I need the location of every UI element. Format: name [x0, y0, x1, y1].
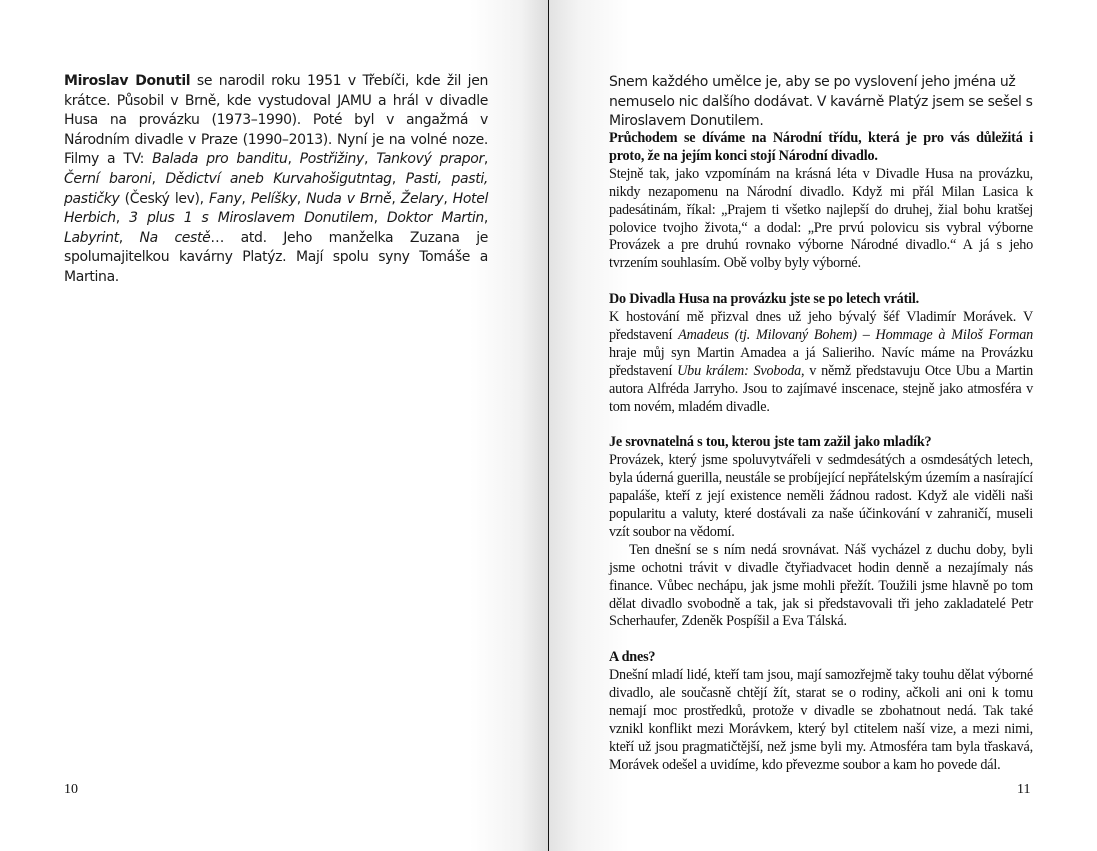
play-title: Ubu králem: Svoboda	[677, 362, 801, 379]
separator: ,	[483, 210, 489, 227]
interview-body	[609, 130, 1033, 792]
right-page	[549, 0, 1097, 851]
separator: ,	[443, 190, 453, 207]
separator: ,	[296, 190, 307, 207]
film-title: Želary	[400, 190, 444, 207]
author-bio	[64, 72, 488, 288]
qa-block	[609, 130, 1033, 273]
answer	[609, 309, 1033, 416]
film-title: Pelíšky	[250, 190, 297, 207]
answer-continued: Ten dnešní se s ním nedá srovnávat. Náš vycházel z duchu doby, byli jsme ochotni trávit v divadle čtyřiadvacet hodin denně a nezajímaly nás finance. Vůbec nechápu, jak jsme mohli přežít. Toužili jsme hlavně po tom dělat divadlo svobodně a tak, jak si představovali tři jeho zakladatelé Petr Scherhaufer, Zdeněk Pospíšil a Eva Tálská.	[609, 541, 1033, 630]
separator: ,	[483, 151, 489, 168]
separator: (Český lev),	[119, 190, 209, 207]
page-number-right: 11	[1017, 782, 1031, 797]
separator: ,	[287, 151, 300, 168]
author-name: Miroslav Donutil	[64, 73, 191, 89]
film-title: Tankový prapor	[376, 151, 484, 168]
left-page	[0, 0, 548, 851]
question: Je srovnatelná s tou, kterou jste tam zažil jako mladík?	[609, 434, 932, 451]
qa-block	[609, 649, 1033, 774]
bio-text: se narodil roku 1951 v Třebíči, kde žil jen krátce. Působil v Brně, kde vystudoval JAMU a hrál v divadle Husa na provázku (1973–1990). Poté byl v angažmá v Národním divadle v Praze (1990–2013). Nyní je na volné noze. Filmy a TV:	[64, 73, 488, 168]
answer: Stejně tak, jako vzpomínám na krásná léta v Divadle Husa na provázku, nikdy nezapomenu na Národní divadlo. Když mi přál Milan Lasica k padesátinám, říkal: „Prajem ti všetko najlepší do druhej, žial bohu kratšej polovice tvojho života,“ a dodal: „Pre prvú polovicu sis vybral výborne Provázek a pre druhú rovnako výborne Národné divadlo.“ A já s jeho tvrzením souhlasím. Obě volby byly výborné.	[609, 165, 1033, 272]
film-title: Labyrint	[64, 229, 119, 246]
answer-text: hraje můj syn Martin Amadea a já Salieriho. Navíc máme na Provázku představení	[609, 344, 1033, 379]
film-title: Fany	[209, 190, 242, 207]
film-title: Na cestě	[139, 229, 211, 246]
qa-block	[609, 291, 1033, 416]
answer: Provázek, který jsme spoluvytvářeli v sedmdesátých a osmdesátých letech, byla úderná guerilla, neustále se probíjející nepřátelským územím a nasírající papaláše, kteří z její existence neměli žádnou radost. Když ale viděli naši popularitu a valuty, které dostávali za naše účinkování v zahraničí, museli vzít soubor na vědomí.	[609, 452, 1033, 540]
film-title: Pasti, pasti, pastičky	[64, 170, 489, 207]
film-title: Doktor Martin	[386, 210, 484, 227]
separator: ,	[373, 210, 387, 227]
film-title: Dědictví aneb Kurvahošigutntag	[165, 170, 392, 187]
separator: ,	[364, 151, 377, 168]
separator: ,	[391, 170, 406, 187]
film-title: Nuda v Brně	[306, 190, 392, 207]
page-number-left: 10	[64, 782, 78, 797]
separator: ,	[118, 229, 140, 246]
question: Průchodem se díváme na Národní třídu, která je pro vás důležitá i proto, že na jejím konci stojí Národní divadlo.	[609, 130, 1033, 164]
qa-block	[609, 434, 1033, 631]
separator: ,	[115, 210, 130, 227]
separator: ,	[391, 190, 401, 207]
answer: Dnešní mladí lidé, kteří tam jsou, mají samozřejmě taky touhu dělat výborné divadlo, ale současně chtějí žít, starat se o rodiny, ačkoli ani oni k tomu nemají moc prostředků, protože v divadle se zbohatnout nedá. Tak také vznikl konflikt mezi Morávkem, který byl ctitelem naší vize, a mezi nimi, kteří už jsou pragmatičtější, než jsme byli my. Atmosféra tam byla třaskavá, Morávek odešel a uvidíme, kdo převezme soubor a kam ho povede dál.	[609, 667, 1033, 773]
film-title: Postřižiny	[299, 151, 364, 168]
film-title: 3 plus 1 s Miroslavem Donutilem	[129, 210, 374, 227]
answer-text: K hostování mě přizval dnes už jeho bývalý šéf Vladimír Morávek. V představení	[609, 309, 1033, 343]
answer-text: , v němž představuju Otce Ubu a Martin autora Alfréda Jarryho. Jsou to zajímavé inscenace, stejně jako atmosféra v tom novém, mladém divadle.	[609, 362, 1033, 415]
separator: ,	[241, 190, 251, 207]
question: Do Divadla Husa na provázku jste se po letech vrátil.	[609, 291, 919, 308]
question: A dnes?	[609, 649, 656, 666]
interview-intro: Snem každého umělce je, aby se po vyslovení jeho jména už nemuselo nic dalšího dodávat. V kavárně Platýz jsem se sešel s Miroslavem Donutilem.	[609, 74, 1033, 130]
film-title: Černí baroni	[64, 170, 152, 187]
film-title: Hotel Herbich	[64, 190, 488, 227]
separator: ,	[151, 170, 166, 187]
play-title: Amadeus (tj. Milovaný Bohem) – Hommage à Miloš Forman	[678, 326, 1033, 343]
film-title: Balada pro banditu	[152, 151, 288, 168]
bio-text: … atd. Jeho manželka Zuzana je spolumajitelkou kavárny Platýz. Mají spolu syny Tomáše a Martina.	[64, 229, 488, 285]
